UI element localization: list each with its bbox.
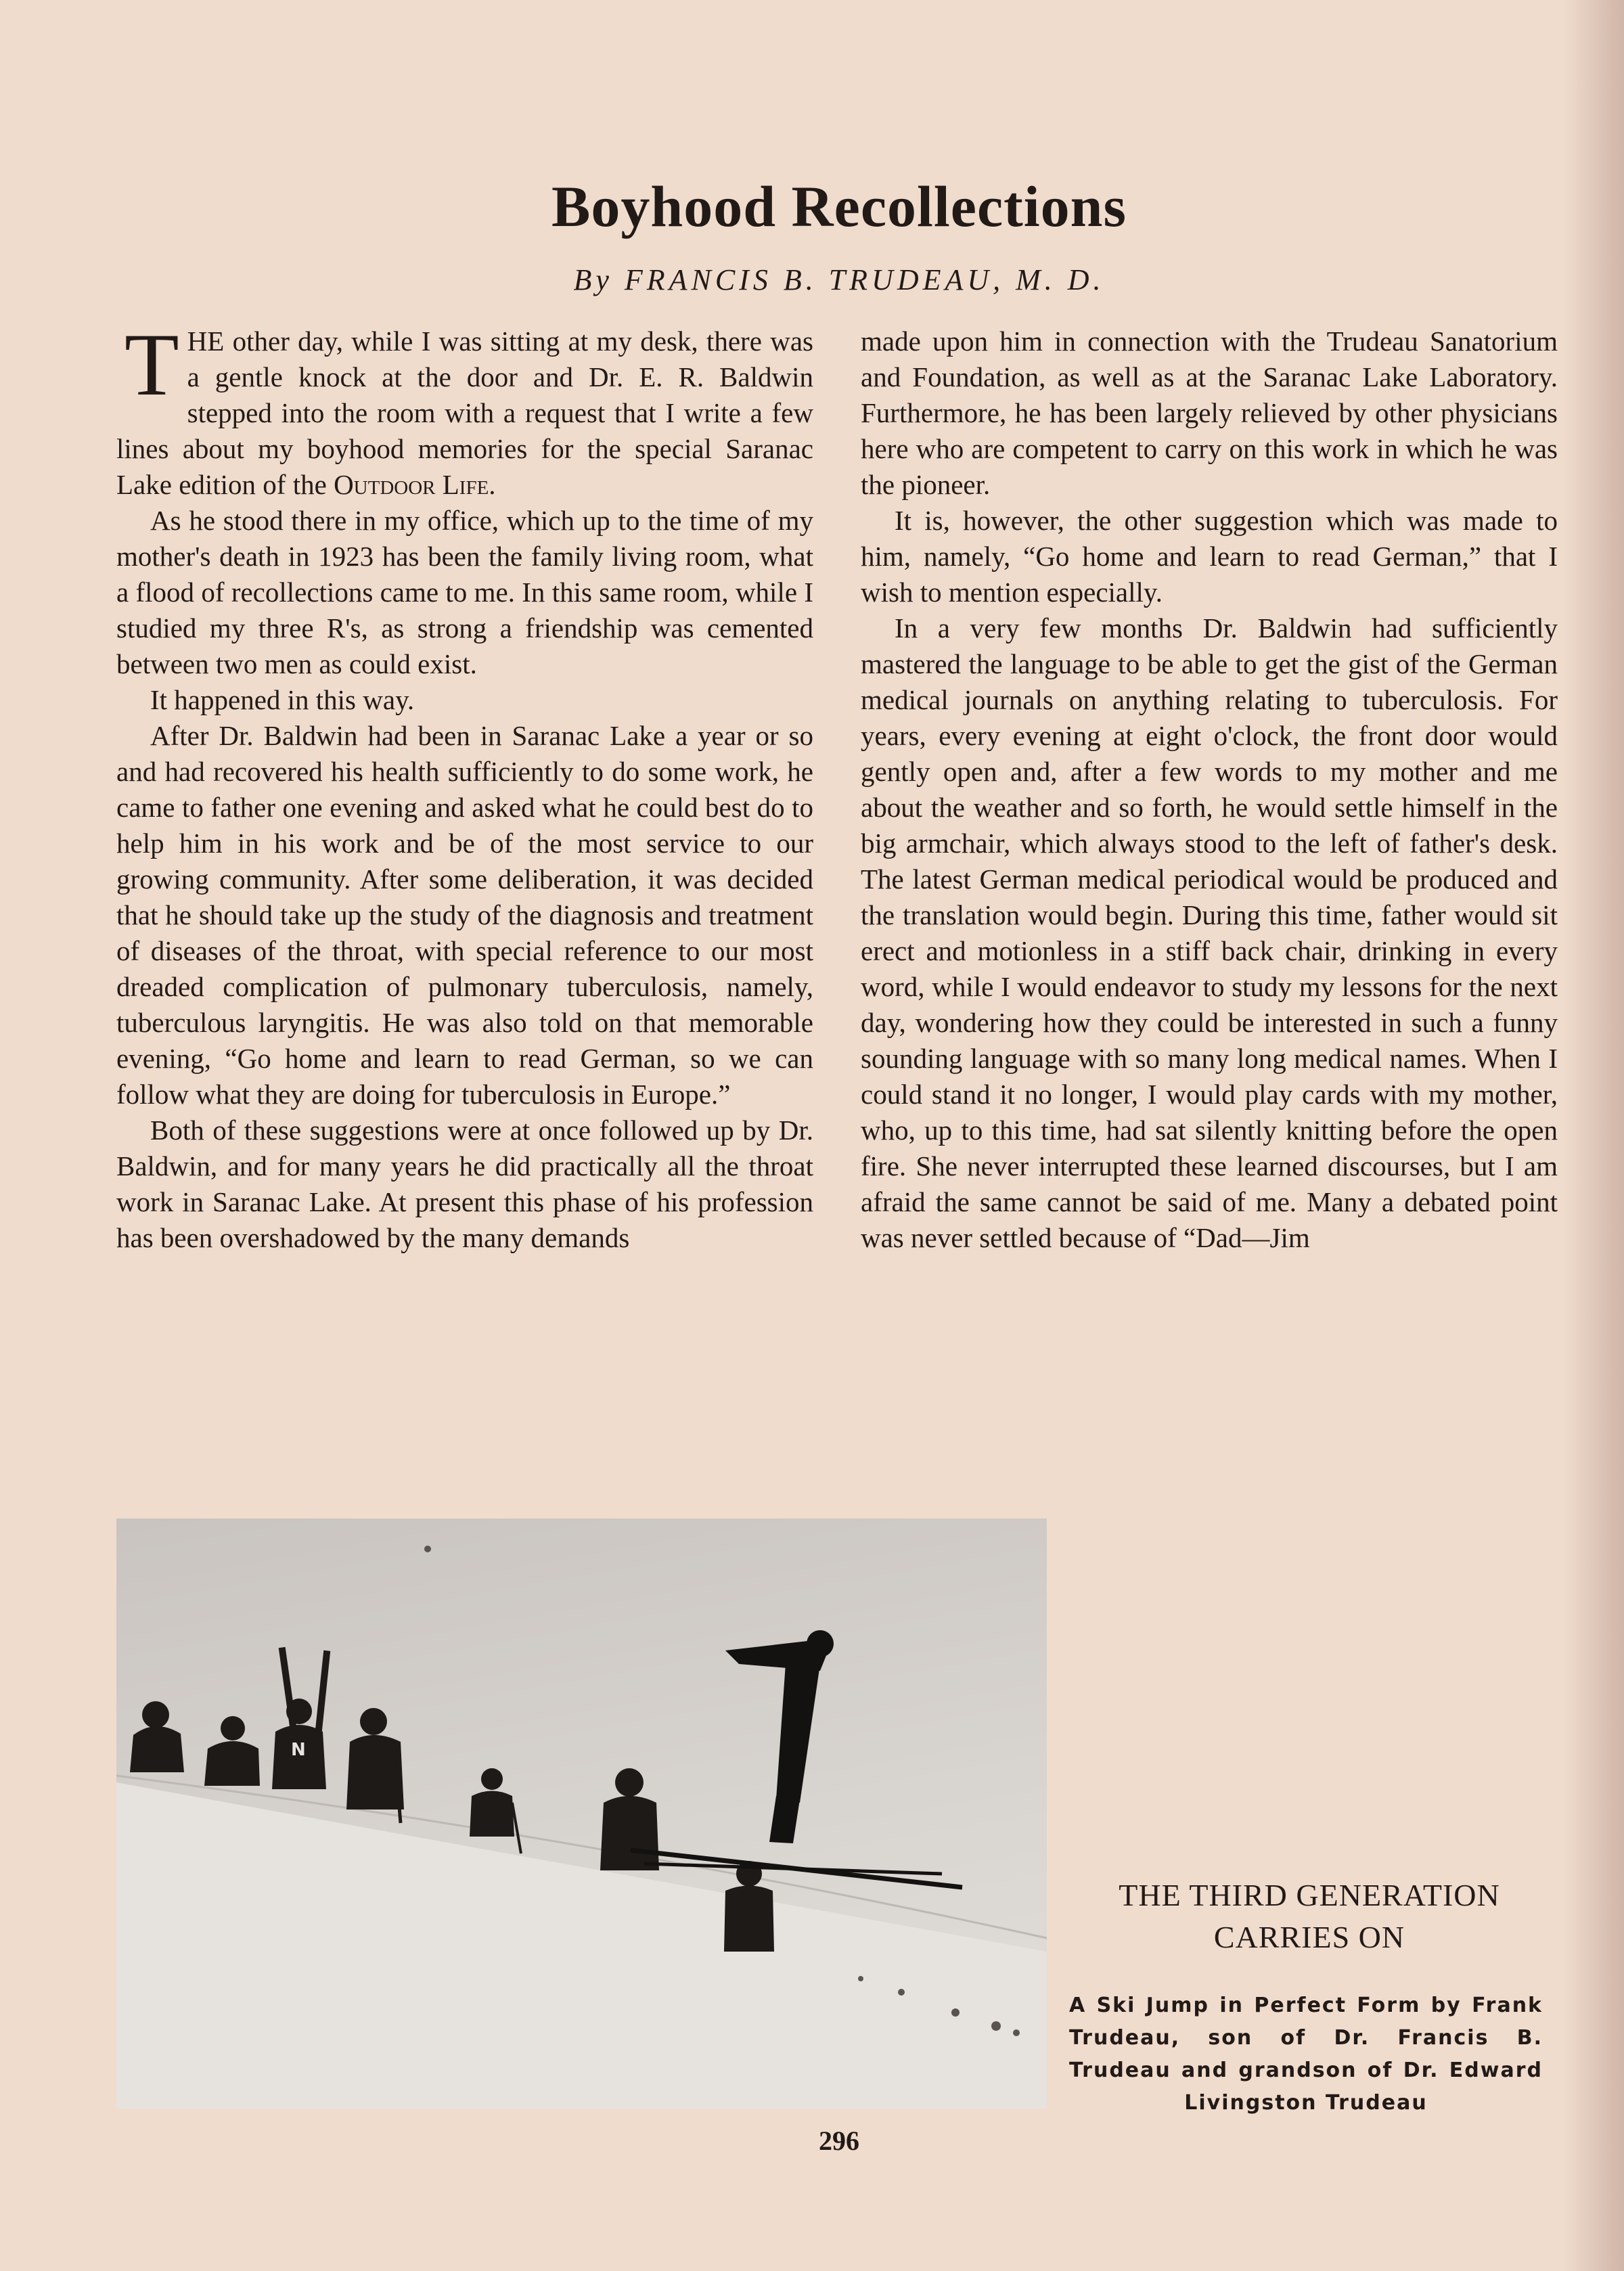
- page-number: 296: [819, 2126, 859, 2156]
- ski: [644, 1864, 942, 1874]
- paragraph: After Dr. Baldwin had been in Saranac Lake a year or so and had recovered his health sufficiently to do some work, he came to father one evening and asked what he could best do to help him in his work and be of the most service to our growing community. After some deliberation, it was decided that he should take up the study of the diagnosis and treatment of diseases of the throat, with special reference to our most dreaded complication of pulmonary tuberculosis, namely, tuberculous laryngitis. He was also told on that memorable evening, “Go home and learn to read German, so we can follow what they are doing for tuberculosis in Europe.”: [116, 720, 813, 1110]
- sweater-letter: N: [291, 1740, 306, 1760]
- paragraph: In a very few months Dr. Baldwin had sufficiently mastered the language to be able to get the gist of the German medical journals on anything relating to tuberculosis. For years, every evening at eight o'clock, the front door would gently open and, after a few words to my mother and me about the weather and so forth, he would settle himself in the big armchair, which always stood to the left of father's desk. The latest German medical periodical would be produced and the translation would begin. During this time, father would sit erect and motionless in a stiff back chair, drinking in every word, while I would endeavor to study my lessons for the next day, wondering how they could be interested in such a funny sounding language with so many long medical names. When I could stand it no longer, I would play cards with my mother, who, up to this time, had sat silently knitting before the open fire. She never interrupted these learned discourses, but I am afraid the same cannot be said of me. Many a debated point was never settled because of “Dad—Jim: [861, 612, 1558, 1253]
- ski-jumper: [725, 1630, 834, 1843]
- paragraph: It happened in this way.: [150, 684, 415, 715]
- paragraph: THE other day, while I was sitting at my desk, there was a gentle knock at the door and Dr. E. R. Baldwin stepped into the room with a request that I write a few lines about my boyhood memories for the special Saranac Lake edition of the Outdoor Life.: [116, 315, 813, 500]
- photo-heading: THE THIRD GENERATION CARRIES ON: [1119, 1878, 1500, 1954]
- ski-jump-illustration: [116, 1519, 1047, 2109]
- paragraph: It is, however, the other suggestion which was made to him, namely, “Go home and learn to read German,” that I wish to mention especially.: [861, 505, 1558, 608]
- page-edge-shadow: [1563, 0, 1624, 2271]
- right-column: [861, 323, 1558, 1256]
- left-column: [116, 315, 813, 1256]
- paragraph: Both of these suggestions were at once followed up by Dr. Baldwin, and for many years he did practically all the throat work in Saranac Lake. At present this phase of his profession has been overshadowed by the many demands: [116, 1115, 813, 1253]
- ski-jump-photo: [116, 1519, 1047, 2109]
- article-byline: By FRANCIS B. TRUDEAU, M. D.: [573, 263, 1105, 296]
- magazine-name: Outdoor Life: [334, 469, 489, 500]
- paragraph: made upon him in connection with the Trudeau Sanatorium and Foundation, as well as at the Saranac Lake Laboratory. Furthermore, he has been largely relieved by other physicians here who are competent to carry on this work in which he was the pioneer.: [861, 325, 1558, 500]
- paragraph: As he stood there in my office, which up to the time of my mother's death in 1923 has been the family living room, what a flood of recollections came to me. In this same room, while I studied my three R's, as strong a friendship was cemented between two men as could exist.: [116, 505, 813, 679]
- article-title: Boyhood Recollections: [551, 174, 1127, 239]
- photo-caption: A Ski Jump in Perfect Form by Frank Trudeau, son of Dr. Francis B. Trudeau and grandson of Dr. Edward Livingston Trudeau: [1069, 1994, 1543, 2115]
- snow-slope: [116, 1782, 1047, 2109]
- drop-cap: T: [125, 315, 179, 414]
